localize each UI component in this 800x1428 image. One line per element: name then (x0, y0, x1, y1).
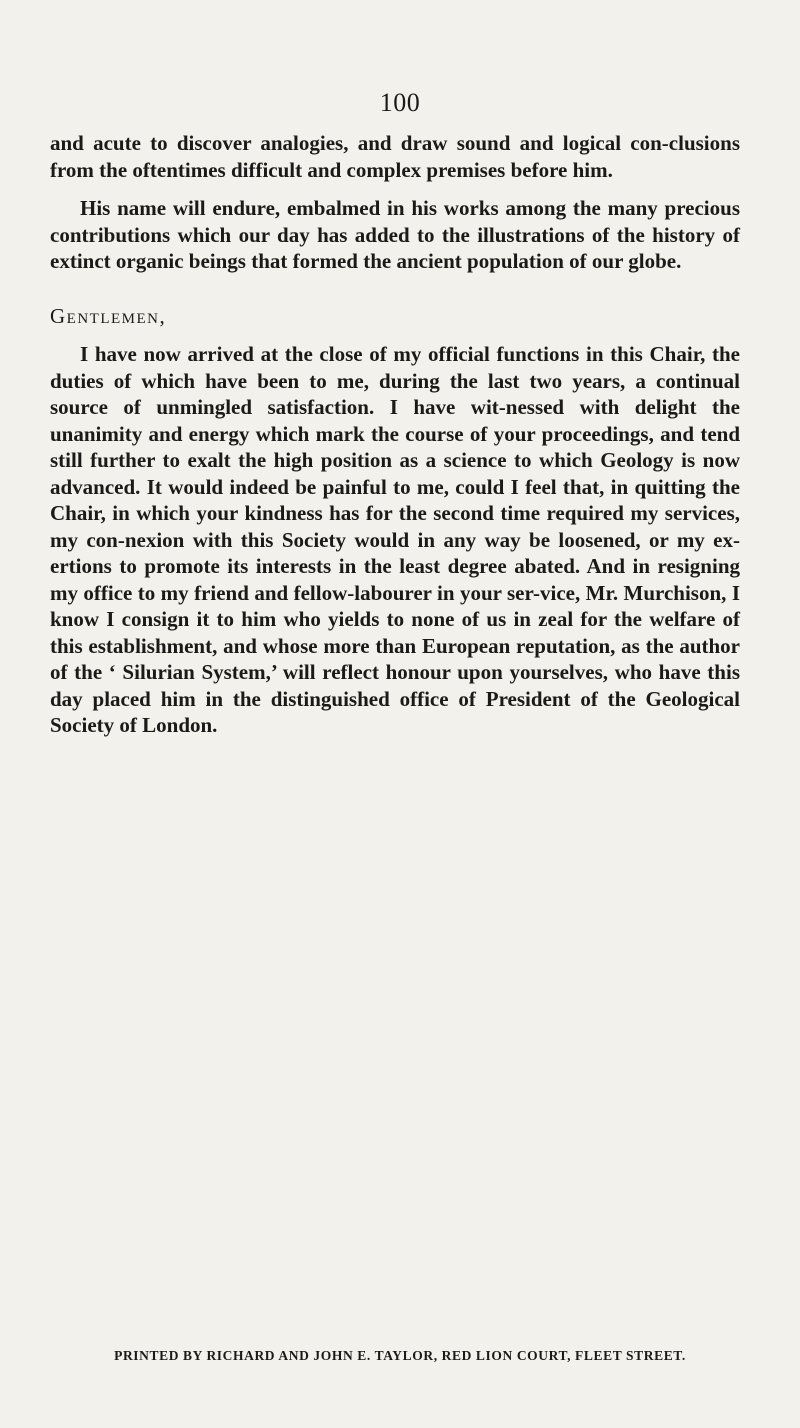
printer-imprint: PRINTED BY RICHARD AND JOHN E. TAYLOR, RED LION COURT, FLEET STREET. (114, 1348, 686, 1363)
paragraph-closing-address: I have now arrived at the close of my official functions in this Chair, the duties of which have been to me, during the last two years, a continual source of unmingled satisfaction. I have wit-nessed with delight the unanimity and energy which mark the course of your proceedings, and tend still further to exalt the high position as a science to which Geology is now advanced. It would indeed be painful to me, could I feel that, in quitting the Chair, in which your kindness has for the second time required my services, my con-nexion with this Society would in any way be loosened, or my ex-ertions to promote its interests in the least degree abated. And in resigning my office to my friend and fellow-labourer in your ser-vice, Mr. Murchison, I know I consign it to him who yields to none of us in zeal for the welfare of this establishment, and whose more than European reputation, as the author of the ‘ Silurian System,’ will reflect honour upon yourselves, who have this day placed him in the distinguished office of President of the Geological Society of London. (50, 342, 740, 737)
body-text (50, 130, 740, 739)
page-number: 100 (379, 88, 421, 117)
salutation: Gentlemen, (50, 303, 167, 328)
paragraph-eulogy: His name will endure, embalmed in his works among the many precious contributions which our day has added to the illustrations of the history of extinct organic beings that formed the ancient population of our globe. (50, 196, 740, 273)
paragraph-continuation: and acute to discover analogies, and draw sound and logical con-clusions from the oftentimes difficult and complex premises before him. (50, 131, 740, 182)
